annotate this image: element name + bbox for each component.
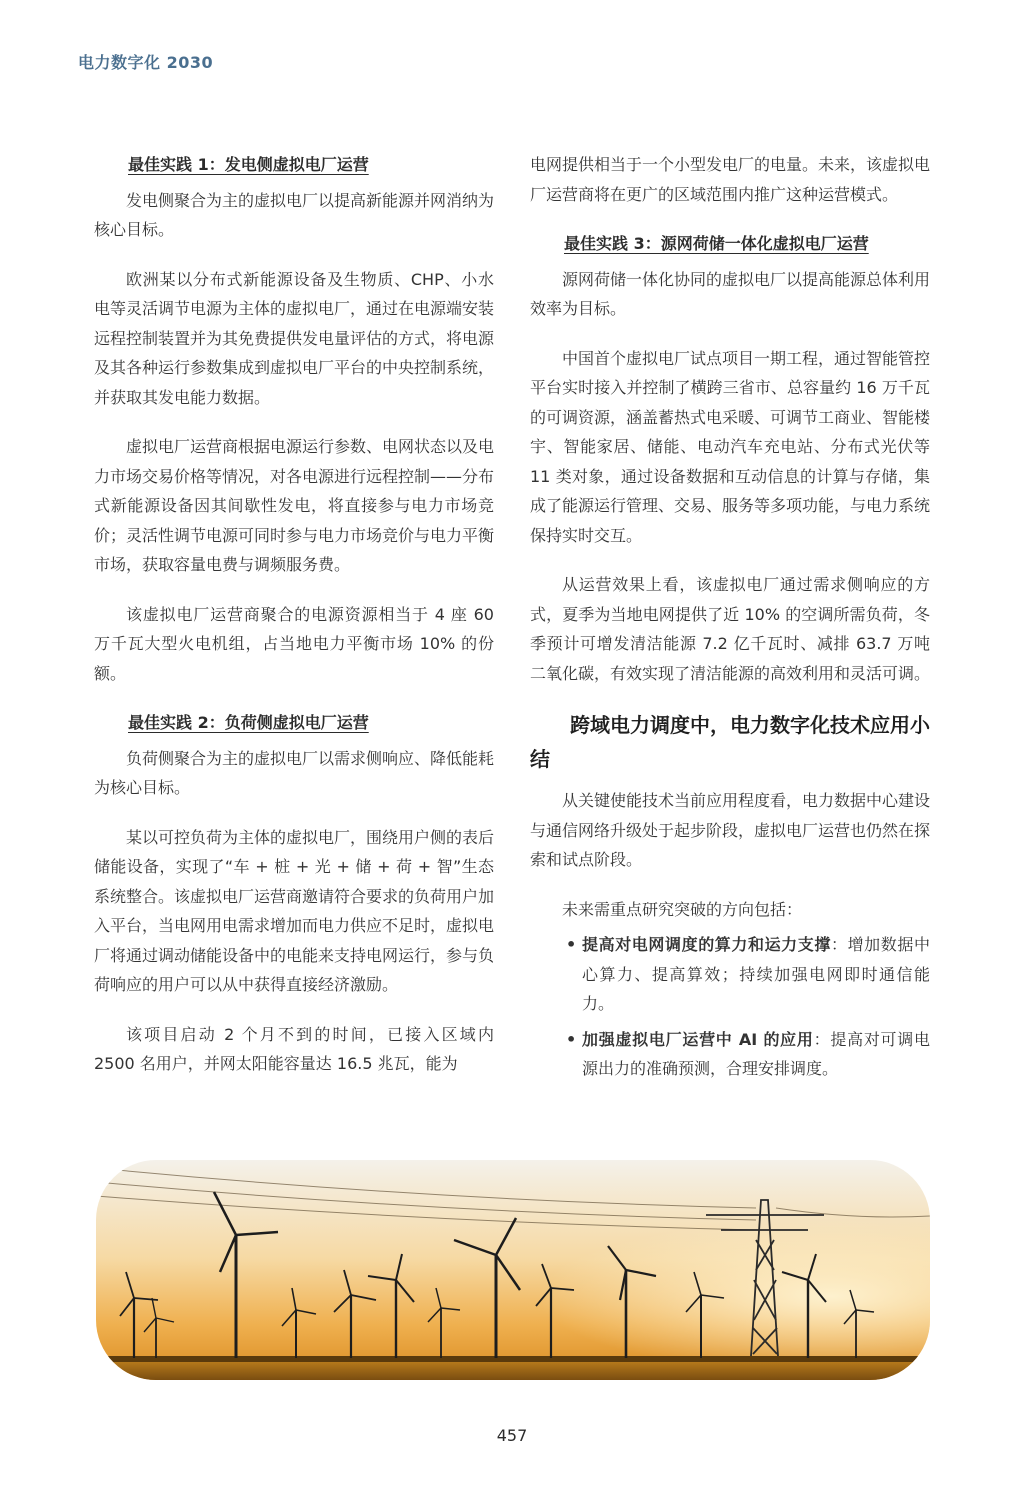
left-column [94,150,494,1099]
bullet-item [566,1025,930,1084]
paragraph: 源网荷储一体化协同的虚拟电厂以提高能源总体利用效率为目标。 [530,269,931,318]
bullet-text: ：提高对可调电源出力的准确预测，合理安排调度。 [582,1029,930,1078]
bullet-bold-lead: 提高对电网调度的算力和运力支撑 [582,935,831,954]
wind-farm-sunset-image [96,1160,930,1380]
practice1-heading: 最佳实践 1：发电侧虚拟电厂运营 [128,155,369,174]
paragraph: 发电侧聚合为主的虚拟电厂以提高新能源并网消纳为核心目标。 [94,190,495,239]
page-number: 457 [496,1426,528,1445]
practice2-heading: 最佳实践 2：负荷侧虚拟电厂运营 [128,713,369,732]
right-column [530,150,930,1090]
paragraph: 欧洲某以分布式新能源设备及生物质、CHP、小水电等灵活调节电源为主体的虚拟电厂，通过在电源端安装远程控制装置并为其免费提供发电量评估的方式，将电源及其各种运行参数集成到虚拟电厂平台的中央控制系统，并获取其发电能力数据。 [94,269,495,407]
bullet-bold-lead: 加强虚拟电厂运营中 AI 的应用 [582,1029,814,1049]
running-header: 电力数字化 2030 [78,53,214,72]
paragraph: 某以可控负荷为主体的虚拟电厂，围绕用户侧的表后储能设备，实现了“车 + 桩 + 光 + 储 + 荷 + 智”生态系统整合。该虚拟电厂运营商邀请符合要求的负荷用户加入平台，当电网用电需求增加而电力供应不足时，虚拟电厂将通过调动储能设备中的电能来支持电网运行，参与负荷响应的用户可以从中获得直接经济激励。 [94,827,495,994]
practice3-heading: 最佳实践 3：源网荷储一体化虚拟电厂运营 [564,234,869,253]
paragraph: 从关键使能技术当前应用程度看，电力数据中心建设与通信网络升级处于起步阶段，虚拟电厂运营也仍然在探索和试点阶段。 [530,791,931,869]
direction-bullet-list [530,930,930,1084]
summary-section-title: 跨域电力调度中，电力数字化技术应用小结 [530,713,930,771]
paragraph: 中国首个虚拟电厂试点项目一期工程，通过智能管控平台实时接入并控制了横跨三省市、总容量约 16 万千瓦的可调资源，涵盖蓄热式电采暖、可调节工商业、智能楼宇、智能家居、储能、电动汽车充电站、分布式光伏等 11 类对象，通过设备数据和互动信息的计算与存储，集成了能源运行管理、交易、服务等多项功能，与电力系统保持实时交互。 [530,348,931,545]
bullet-item [566,930,930,1019]
paragraph: 从运营效果上看，该虚拟电厂通过需求侧响应的方式，夏季为当地电网提供了近 10% 的空调所需负荷，冬季预计可增发清洁能源 7.2 亿千瓦时、减排 63.7 万吨二氧化碳，有效实现了清洁能源的高效利用和灵活可调。 [530,575,931,683]
paragraph: 负荷侧聚合为主的虚拟电厂以需求侧响应、降低能耗为核心目标。 [94,748,495,797]
paragraph: 该项目启动 2 个月不到的时间，已接入区域内 2500 名用户，并网太阳能容量达 16.5 兆瓦，能为 [94,1024,494,1073]
paragraph: 该虚拟电厂运营商聚合的电源资源相当于 4 座 60 万千瓦大型火电机组，占当地电力平衡市场 10% 的份额。 [94,604,494,683]
paragraph: 未来需重点研究突破的方向包括： [562,899,803,919]
paragraph: 虚拟电厂运营商根据电源运行参数、电网状态以及电力市场交易价格等情况，对各电源进行远程控制——分布式新能源设备因其间歇性发电，将直接参与电力市场竞价；灵活性调节电源可同时参与电力市场竞价与电力平衡市场，获取容量电费与调频服务费。 [94,437,495,574]
paragraph-continuation: 电网提供相当于一个小型发电厂的电量。未来，该虚拟电厂运营商将在更广的区域范围内推广这种运营模式。 [530,155,931,204]
bullet-text: ：增加数据中心算力、提高算效；持续加强电网即时通信能力。 [582,935,930,1013]
